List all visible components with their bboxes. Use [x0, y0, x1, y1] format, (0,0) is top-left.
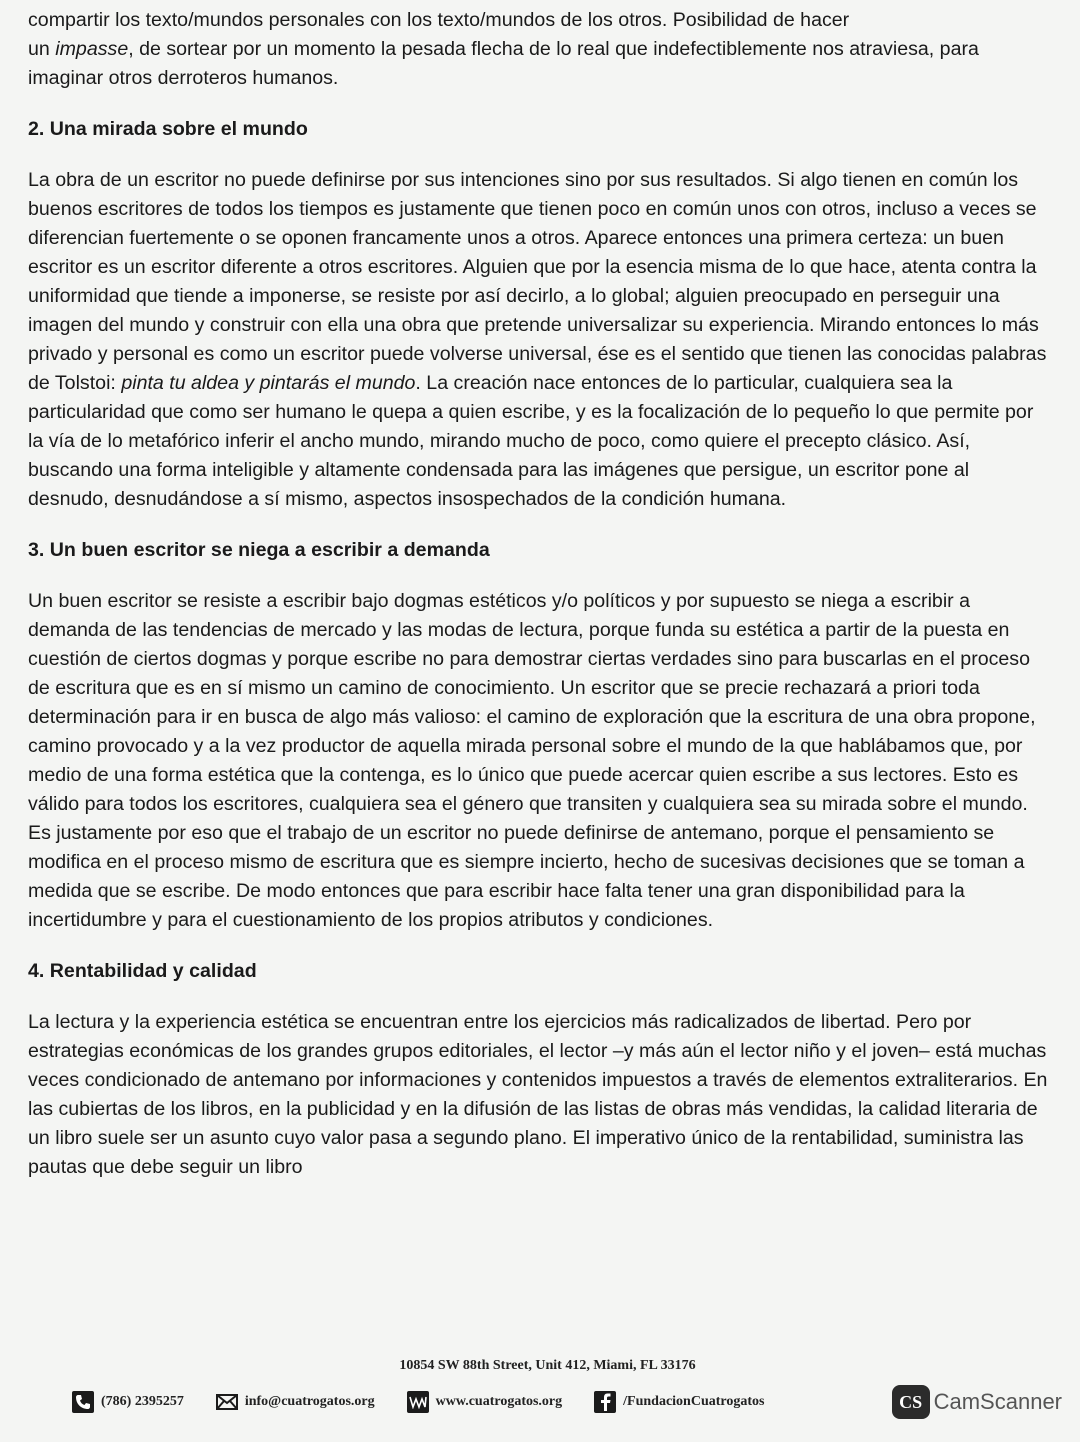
phone-number: (786) 2395257: [101, 1394, 184, 1409]
footer-facebook[interactable]: [594, 1391, 764, 1413]
facebook-handle[interactable]: /FundacionCuatrogatos: [623, 1394, 765, 1409]
camscanner-name: CamScanner: [933, 1389, 1062, 1414]
intro-text-start: un: [28, 38, 56, 60]
section-2-heading: 2. Una mirada sobre el mundo: [28, 118, 308, 140]
email-address[interactable]: info@cuatrogatos.org: [244, 1394, 375, 1409]
phone-icon: [72, 1391, 94, 1413]
document-page: [28, 6, 1048, 1182]
footer-email[interactable]: [216, 1391, 375, 1413]
facebook-icon: [594, 1391, 616, 1413]
section-2-paragraph: [28, 166, 1048, 514]
section-2-text-start: La obra de un escritor no puede definirse por sus intenciones sino por sus resultados. Si algo tienen en común los buenos escritores de todos los tiempos es justamente que tienen poco en común unos con otros, incluso a veces se diferencian fuertemente o se oponen francamente unos a otros. Aparece entonces una primera certeza: un buen escritor es un escritor diferente a otros escritores. Alguien que por la esencia misma de lo que hace, atenta contra la uniformidad que tiende a imponerse, se resiste por así decirlo, a lo global; alguien preocupado en perseguir una imagen del mundo y construir con ella una obra que pretende universalizar su experiencia. Mirando entonces lo más privado y personal es como un escritor puede volverse universal, ése es el sentido que tienen las conocidas palabras de Tolstoi:: [28, 169, 1047, 394]
tolstoi-quote: pinta tu aldea y pintarás el mundo: [121, 372, 416, 394]
envelope-icon: [216, 1391, 238, 1413]
intro-line-1: compartir los texto/mundos personales con los texto/mundos de los otros. Posibilidad de hacer: [28, 9, 850, 31]
section-2-text-end: . La creación nace entonces de lo particular, cualquiera sea la particularidad que como ser humano le quepa a quien escribe, y es la focalización de lo pequeño lo que permite por la vía de lo metafórico inferir el ancho mundo, mirando mucho de poco, como quiere el precepto clásico. Así, buscando una forma inteligible y altamente condensada para las imágenes que persigue, un escritor pone al desnudo, desnudándose a sí mismo, aspectos insospechados de la condición humana.: [28, 372, 1034, 510]
web-icon: [407, 1391, 429, 1413]
intro-text-end: , de sortear por un momento la pesada flecha de lo real que indefectiblemente nos atraviesa, para imaginar otros derroteros humanos.: [28, 38, 979, 89]
intro-italic: impasse: [55, 38, 129, 60]
footer-website[interactable]: [407, 1391, 563, 1413]
footer-contact-row: [72, 1384, 1062, 1420]
camscanner-watermark: [892, 1385, 1062, 1419]
section-3-heading: 3. Un buen escritor se niega a escribir a demanda: [28, 539, 490, 561]
camscanner-logo: CS: [892, 1385, 930, 1419]
footer-phone: [72, 1391, 184, 1413]
intro-paragraph: [28, 6, 1048, 93]
section-4-paragraph: La lectura y la experiencia estética se encuentran entre los ejercicios más radicalizados de libertad. Pero por estrategias económicas de los grandes grupos editoriales, el lector –y más aún el lector niño y el joven– está muchas veces condicionado de antemano por informaciones y contenidos impuestos a través de elementos extraliterarios. En las cubiertas de los libros, en la publicidad y en la difusión de las listas de obras más vendidas, la calidad literaria de un libro suele ser un asunto cuyo valor pasa a segundo plano. El imperativo único de la rentabilidad, suministra las pautas que debe seguir un libro: [28, 1011, 1048, 1178]
section-3-paragraph: Un buen escritor se resiste a escribir bajo dogmas estéticos y/o políticos y por supuesto se niega a escribir a demanda de las tendencias de mercado y las modas de lectura, porque funda su estética a partir de la puesta en cuestión de ciertos dogmas y porque escribe no para demostrar ciertas verdades sino para buscarlas en el proceso de escritura que es en sí mismo un camino de conocimiento. Un escritor que se precie rechazará a priori toda determinación para ir en busca de algo más valioso: el camino de exploración que la escritura de una obra propone, camino provocado y a la vez productor de aquella mirada personal sobre el mundo de la que hablábamos que, por medio de una forma estética que la contenga, es lo único que puede acercar quien escribe a sus lectores. Esto es válido para todos los escritores, cualquiera sea el género que transiten y cualquiera sea su mirada sobre el mundo. Es justamente por eso que el trabajo de un escritor no puede definirse de antemano, porque el pensamiento se modifica en el proceso mismo de escritura que es siempre incierto, hecho de sucesivas decisiones que se toman a medida que se escribe. De modo entonces que para escribir hace falta tener una gran disponibilidad para la incertidumbre y para el cuestionamiento de los propios atributos y condiciones.: [28, 590, 1036, 931]
website-url[interactable]: www.cuatrogatos.org: [435, 1394, 563, 1409]
footer-address: 10854 SW 88th Street, Unit 412, Miami, FL 33176: [399, 1358, 696, 1373]
section-4-heading: 4. Rentabilidad y calidad: [28, 960, 257, 982]
